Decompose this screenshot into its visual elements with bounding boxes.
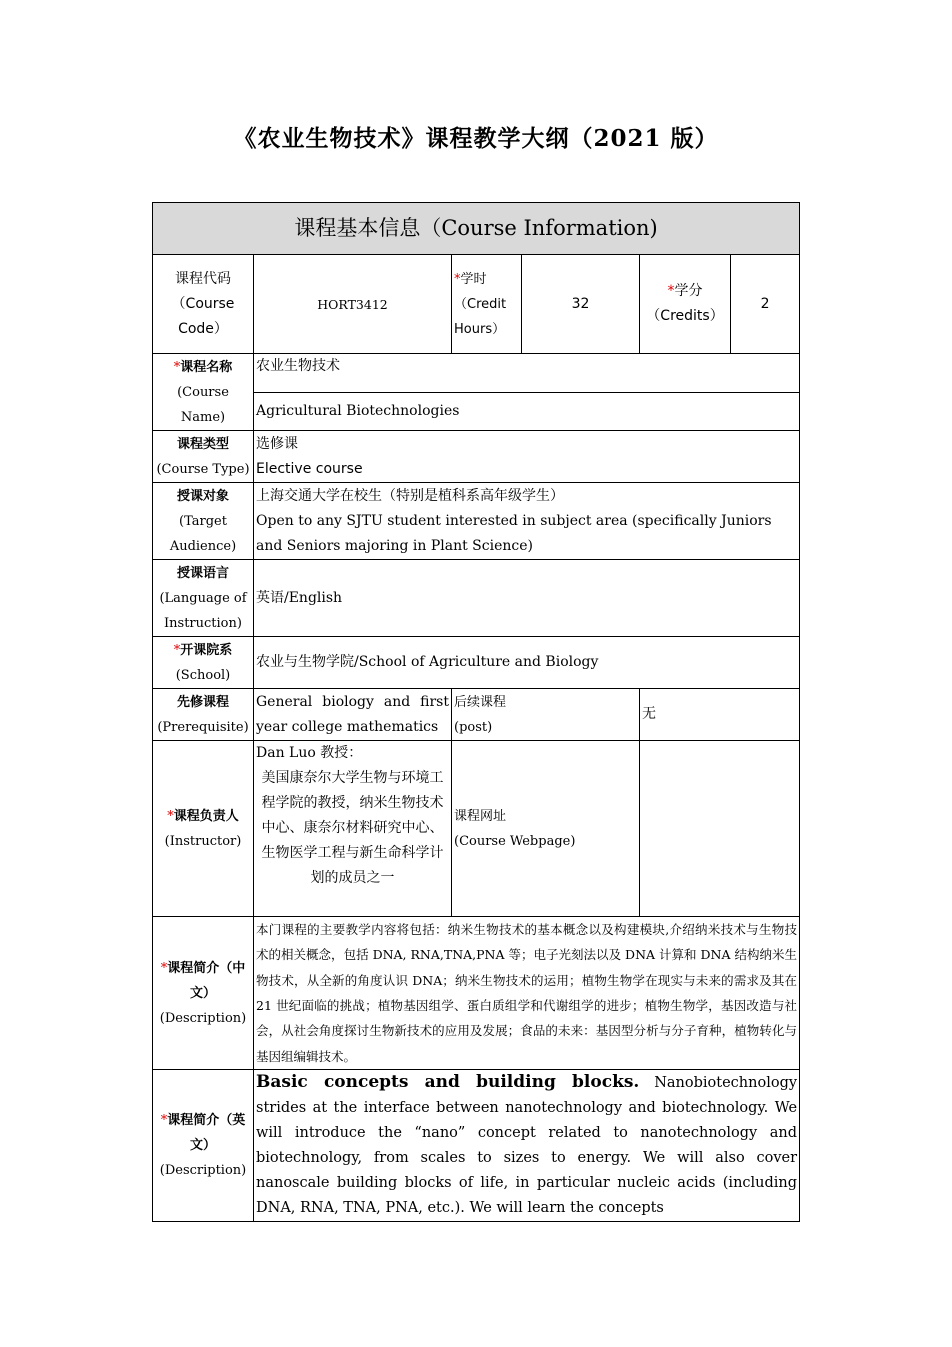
description-en-value: [254, 1070, 800, 1222]
prerequisite-label: [153, 689, 254, 741]
instructor-bio: 美国康奈尔大学生物与环境工程学院的教授，纳米生物技术中心、康奈尔材料研究中心、生物医学工程与新生命科学计划的成员之一: [261, 770, 444, 886]
credits-value: 2: [731, 255, 800, 354]
school-label-en: (School): [175, 667, 231, 683]
course-name-en: Agricultural Biotechnologies: [254, 393, 800, 431]
course-webpage-label-zh: 课程网址: [454, 808, 507, 824]
post-course-value: 无: [640, 689, 800, 741]
credits-label-zh: 学分: [674, 283, 703, 299]
course-type-label-zh: 课程类型: [176, 436, 229, 452]
credits-label-en: （Credits）: [646, 308, 724, 324]
description-en-heading: Basic concepts and building blocks.: [256, 1072, 640, 1092]
school-label-zh: 开课院系: [180, 642, 233, 658]
required-mark: *: [160, 960, 168, 976]
instructor-value: [254, 741, 452, 917]
required-mark: *: [173, 642, 181, 658]
required-mark: *: [667, 283, 675, 299]
description-zh-label: [153, 917, 254, 1070]
post-course-label: [452, 689, 640, 741]
language-label-zh: 授课语言: [176, 565, 229, 581]
required-mark: *: [160, 1113, 168, 1128]
language-value: 英语/English: [254, 560, 800, 637]
course-webpage-label: [452, 741, 640, 917]
post-course-label-zh: 后续课程: [454, 694, 507, 710]
credits-label: [640, 255, 731, 354]
course-info-table: [152, 202, 800, 1222]
prerequisite-label-en: (Prerequisite): [157, 719, 249, 735]
course-type-zh: 选修课: [256, 435, 298, 452]
prerequisite-value: General biology and first year college mathematics: [254, 689, 452, 741]
target-audience-label-zh: 授课对象: [176, 488, 229, 504]
credit-hours-label-en: （Credit Hours）: [454, 296, 507, 337]
credit-hours-label-zh: 学时: [460, 271, 487, 287]
target-audience-zh: 上海交通大学在校生（特别是植科系高年级学生）: [256, 487, 564, 504]
course-name-label: [153, 354, 254, 431]
course-code-label: [153, 255, 254, 354]
instructor-name: Dan Luo 教授：: [256, 745, 363, 761]
course-type-label: [153, 431, 254, 483]
target-audience-label: [153, 483, 254, 560]
language-label-en: (Language of Instruction): [159, 590, 247, 631]
target-audience-label-en: (Target Audience): [169, 513, 237, 554]
school-label: [153, 637, 254, 689]
course-type-en: Elective course: [256, 460, 363, 477]
post-course-label-en: (post): [454, 719, 493, 735]
credit-hours-value: 32: [522, 255, 640, 354]
description-en-label-en: (Description): [159, 1163, 247, 1178]
description-en-label-zh: 课程简介（英文）: [167, 1113, 246, 1153]
course-code-label-en: （Course Code）: [171, 295, 235, 337]
language-label: [153, 560, 254, 637]
description-en-text: Nanobiotechnology strides at the interface between nanotechnology and biotechnology. We will introduce the “nano” concept related to nanotechnology and biotechnology, from scales to sizes to energy. We will also cover nanoscale building blocks of life, in particular nucleic acids (including DNA, RNA, TNA, PNA, etc.). We will learn the concepts: [256, 1075, 798, 1216]
description-zh-label-zh: 课程简介（中文）: [167, 960, 246, 1001]
course-webpage-label-en: (Course Webpage): [454, 833, 576, 849]
target-audience-value: [254, 483, 800, 560]
course-type-label-en: (Course Type): [156, 461, 250, 477]
required-mark: *: [454, 271, 461, 287]
prerequisite-label-zh: 先修课程: [176, 694, 229, 710]
course-name-zh: 农业生物技术: [254, 354, 800, 393]
course-info-header: 课程基本信息（Course Information): [153, 203, 800, 255]
required-mark: *: [173, 359, 181, 375]
instructor-label-zh: 课程负责人: [173, 808, 239, 824]
course-code-value: HORT3412: [254, 255, 452, 354]
required-mark: *: [167, 808, 174, 824]
school-value: 农业与生物学院/School of Agriculture and Biology: [254, 637, 800, 689]
description-zh-text: 本门课程的主要教学内容将包括：纳米生物技术的基本概念以及构建模块,介绍纳米技术与生物技术的相关概念，包括 DNA, RNA,TNA,PNA 等；电子光刻法以及 DNA 计算和 DNA 结构纳米生物技术，从全新的角度认识 DNA；纳米生物技术的运用；植物生物学在现实与未来的需求及其在 21 世纪面临的挑战；植物基因组学、蛋白质组学和代谢组学的进步；植物生物学，基因改造与社会，从社会角度探讨生物新技术的应用及发展；食品的未来：基因型分析与分子育种，植物转化与基因组编辑技术。: [254, 917, 800, 1070]
description-en-label: [153, 1070, 254, 1222]
description-zh-label-en: (Description): [159, 1010, 247, 1026]
target-audience-en: Open to any SJTU student interested in subject area (specifically Juniors and Seniors majoring in Plant Science): [256, 512, 772, 554]
instructor-label-en: (Instructor): [164, 833, 242, 849]
credit-hours-label: [452, 255, 522, 354]
course-name-label-zh: 课程名称: [180, 359, 233, 375]
course-code-label-zh: 课程代码: [175, 270, 231, 287]
course-name-label-en: (Course Name): [177, 384, 229, 425]
course-webpage-value: [640, 741, 800, 917]
instructor-label: [153, 741, 254, 917]
page-title: 《农业生物技术》课程教学大纲（2021 版）: [233, 125, 719, 152]
course-type-value: [254, 431, 800, 483]
